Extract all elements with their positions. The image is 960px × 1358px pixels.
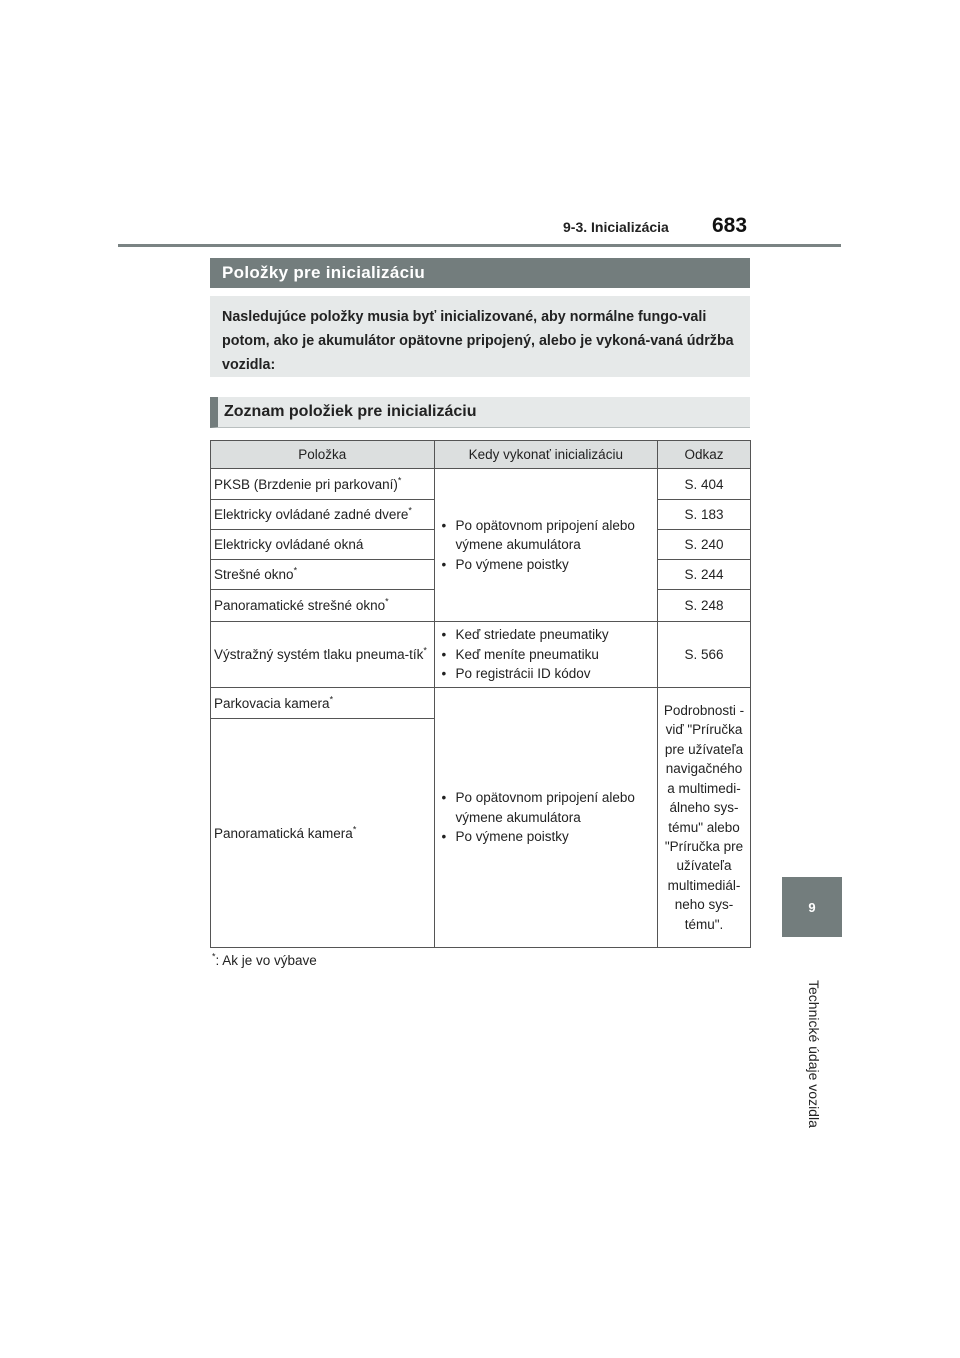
item-cell: Strešné okno* [211,560,435,590]
when-cell [434,688,658,948]
chapter-tab [782,877,842,937]
item-cell: Parkovacia kamera* [211,688,435,719]
item-cell: Elektricky ovládané okná [211,530,435,560]
list-item: • Po opätovnom pripojení alebo výmene akumulátora [452,788,655,827]
list-item: • Keď meníte pneumatiku [452,645,655,665]
item-cell: Výstražný systém tlaku pneuma-tík* [211,622,435,688]
subsection-title: Zoznam položiek pre inicializáciu [210,397,750,428]
page-number: 683 [712,214,748,237]
table-row [211,688,751,719]
item-cell: Elektricky ovládané zadné dvere* [211,500,435,530]
intro-text: Nasledujúce položky musia byť inicializované, aby normálne fungo-vali potom, ako je akumulátor opätovne pripojený, alebo je vykoná-vaná údržba vozidla: [210,296,750,377]
initialization-table [210,440,751,948]
reference-cell: Podrobnosti - viď "Príručka pre užívateľa navigačného a multimedi-álneho sys-tému" alebo "Príručka pre užívateľa multimediál-neho sys-tému". [658,688,751,948]
reference-cell: S. 566 [658,622,751,688]
column-header: Odkaz [658,441,751,469]
reference-cell: S. 240 [658,530,751,560]
table-header-row [211,441,751,469]
reference-cell: S. 404 [658,469,751,500]
item-cell: Panoramatické strešné okno* [211,590,435,622]
list-item: • Po výmene poistky [452,555,655,575]
list-item: • Po opätovnom pripojení alebo výmene akumulátora [452,516,655,555]
chapter-label: Technické údaje vozidla [806,980,822,1128]
when-cell [434,622,658,688]
list-item: • Po výmene poistky [452,827,655,847]
table-row [211,622,751,688]
section-header: 9-3. Inicializácia [563,219,669,235]
item-cell: Panoramatická kamera* [211,719,435,948]
table-row [211,469,751,500]
reference-cell: S. 248 [658,590,751,622]
reference-cell: S. 183 [658,500,751,530]
chapter-number: 9 [808,899,816,915]
reference-cell: S. 244 [658,560,751,590]
column-header: Položka [211,441,435,469]
list-item: • Keď striedate pneumatiky [452,625,655,645]
item-cell: PKSB (Brzdenie pri parkovaní)* [211,469,435,500]
section-title: Položky pre inicializáciu [210,258,750,288]
column-header: Kedy vykonať inicializáciu [434,441,658,469]
header-divider [118,244,841,247]
footnote: *: Ak je vo výbave [212,951,317,968]
when-cell [434,469,658,622]
list-item: • Po registrácii ID kódov [452,664,655,684]
